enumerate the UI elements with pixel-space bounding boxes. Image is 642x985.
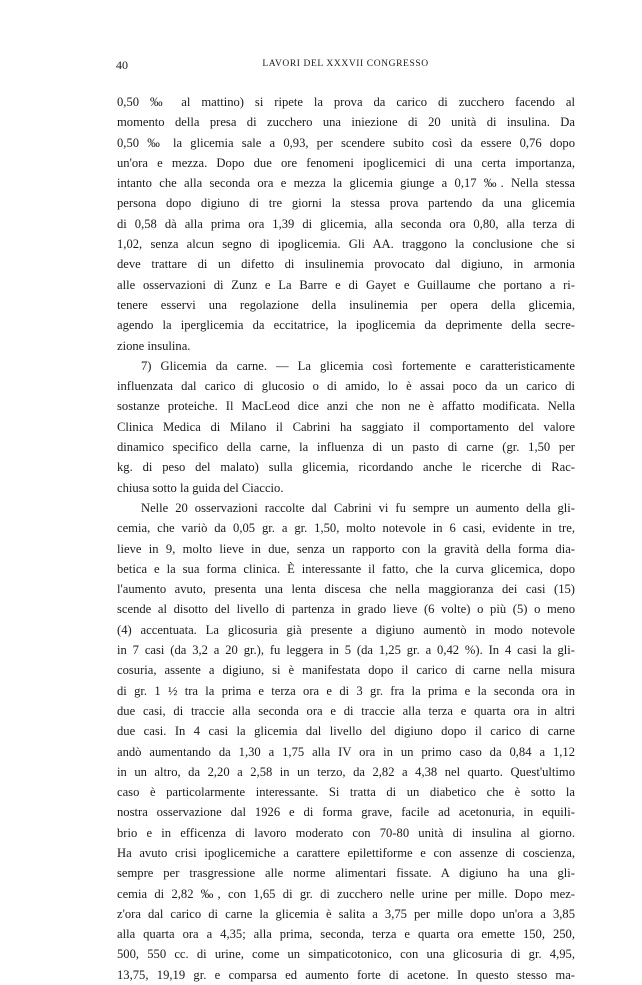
text-line: agendo la iperglicemia da eccitatrice, la ipoglicemia da deprimente della secre-: [117, 318, 575, 333]
text-line: cosuria, assente a digiuno, si è manifestata dopo il carico di carne nella misura: [117, 663, 575, 678]
text-line: persona dopo digiuno di tre giorni la stessa prova partendo da una glicemia: [117, 196, 575, 211]
text-line: (4) accentuata. La glicosuria già presente a digiuno aumentò in modo notevole: [117, 622, 575, 637]
text-line: tenere esservi una regolazione della insulinemia per opera della glicemia,: [117, 297, 575, 312]
text-line: dinamico specifico della carne, la influenza di un pasto di carne (gr. 1,50 per: [117, 440, 575, 455]
text-line: l'aumento avuto, presenta una lenta discesa che nella maggioranza dei casi (15): [117, 582, 575, 597]
text-line: momento della presa di zucchero una iniezione di 20 unità di insulina. Da: [117, 115, 575, 130]
text-line: in 7 casi (da 3,2 a 20 gr.), fu leggera in 5 (da 1,25 gr. a 0,42 %). In 4 casi la gli-: [117, 643, 575, 658]
text-line: intanto che alla seconda ora e mezza la glicemia giunge a 0,17 ‰. Nella stessa: [117, 176, 575, 191]
text-line: Ha avuto crisi ipoglicemiche a carattere epilettiforme e con assenze di coscienza,: [117, 845, 575, 860]
running-title: LAVORI DEL XXXVII CONGRESSO: [262, 59, 429, 69]
text-line: due casi. In 4 casi la glicemia dal livello del digiuno dopo il carico di carne: [117, 724, 575, 739]
text-line: caso è particolarmente interessante. Si tratta di un diabetico che è sotto la: [117, 785, 575, 800]
text-line: cemia, che variò da 0,05 gr. a gr. 1,50, molto notevole in 6 casi, evidente in tre,: [117, 521, 575, 536]
text-line: sostanze proteiche. Il MacLeod dice anzi che non ne è affatto modificata. Nella: [117, 399, 575, 414]
text-line: Clinica Medica di Milano il Cabrini ha saggiato il comportamento del valore: [117, 419, 575, 434]
text-line: nostra osservazione dal 1926 e di forma grave, facile ad acetonuria, in equili-: [117, 805, 575, 820]
page-header: [116, 58, 575, 74]
text-line: alla quarta ora a 4,35; alla prima, seconda, terza e quarta ora emette 150, 250,: [117, 927, 575, 942]
text-line: z'ora dal carico di carne la glicemia è salita a 3,75 per mille dopo un'ora a 3,85: [117, 906, 575, 921]
text-line: deve trattare di un difetto di insulinemia provocato dal digiuno, in armonia: [117, 257, 575, 272]
text-line: di 0,58 dà alla prima ora 1,39 di glicemia, alla seconda ora 0,80, alla terza di: [117, 216, 575, 231]
text-line: kg. di peso del malato) sulla glicemia, ricordando anche le ricerche di Rac-: [117, 460, 575, 475]
text-line: andò aumentando da 1,30 a 1,75 alla IV ora in un primo caso da 0,84 a 1,12: [117, 744, 575, 759]
text-line: lieve in 9, molto lieve in due, senza un rapporto con la gravità della forma dia-: [117, 541, 575, 556]
text-line: due casi, di traccie alla seconda ora e di traccie alla terza e quarta ora in altri: [117, 703, 575, 718]
text-line: influenzata dal carico di glucosio o di amido, lo è assai poco da un carico di: [117, 379, 575, 394]
text-line: chiusa sotto la guida del Ciaccio.: [117, 480, 284, 495]
text-line: betica e la sua forma clinica. È interessante il fatto, che la curva glicemica, dopo: [117, 561, 575, 576]
text-line: cemia di 2,82 ‰, con 1,65 di gr. di zucchero nelle urine per mille. Dopo mez-: [117, 886, 575, 901]
text-line: scende al disotto del livello di partenza in grado lieve (6 volte) o più (5) o meno: [117, 602, 575, 617]
page-number: 40: [116, 58, 128, 72]
text-line: brio e in efficenza di lavoro moderato con 70-80 unità di insulina al giorno.: [117, 825, 575, 840]
text-line: 500, 550 cc. di urine, come un simpaticotonico, con una glicosuria di gr. 4,95,: [117, 947, 575, 962]
text-line: 1,02, senza alcun segno di ipoglicemia. Gli AA. traggono la conclusione che si: [117, 237, 575, 252]
text-line: di gr. 1 ½ tra la prima e terza ora e di 3 gr. fra la prima e la seconda ora in: [117, 683, 575, 698]
text-line: zione insulina.: [117, 338, 191, 353]
text-line: sempre per trasgressione alle norme alimentari fissate. A digiuno ha una gli-: [117, 866, 575, 881]
text-line: alle osservazioni di Zunz e La Barre e di Gayet e Guillaume che portano a ri-: [117, 277, 575, 292]
text-line: Nelle 20 osservazioni raccolte dal Cabrini vi fu sempre un aumento della gli-: [141, 500, 575, 515]
text-line: 0,50 ‰ al mattino) si ripete la prova da carico di zucchero facendo al: [117, 95, 575, 109]
text-line: un'ora e mezza. Dopo due ore fenomeni ipoglicemici di una certa importanza,: [117, 155, 575, 170]
text-line: 13,75, 19,19 gr. e comparsa ed aumento forte di acetone. In questo stesso ma-: [117, 967, 575, 982]
text-line: in un altro, da 2,20 a 2,58 in un terzo, da 2,82 a 4,38 nel quarto. Quest'ultimo: [117, 764, 575, 779]
text-line: 0,50 ‰ la glicemia sale a 0,93, per scendere subito così da essere 0,76 dopo: [117, 135, 575, 150]
section-heading-line: 7) Glicemia da carne. — La glicemia così fortemente e caratteristicamente: [141, 358, 575, 373]
body-text: [117, 92, 575, 985]
